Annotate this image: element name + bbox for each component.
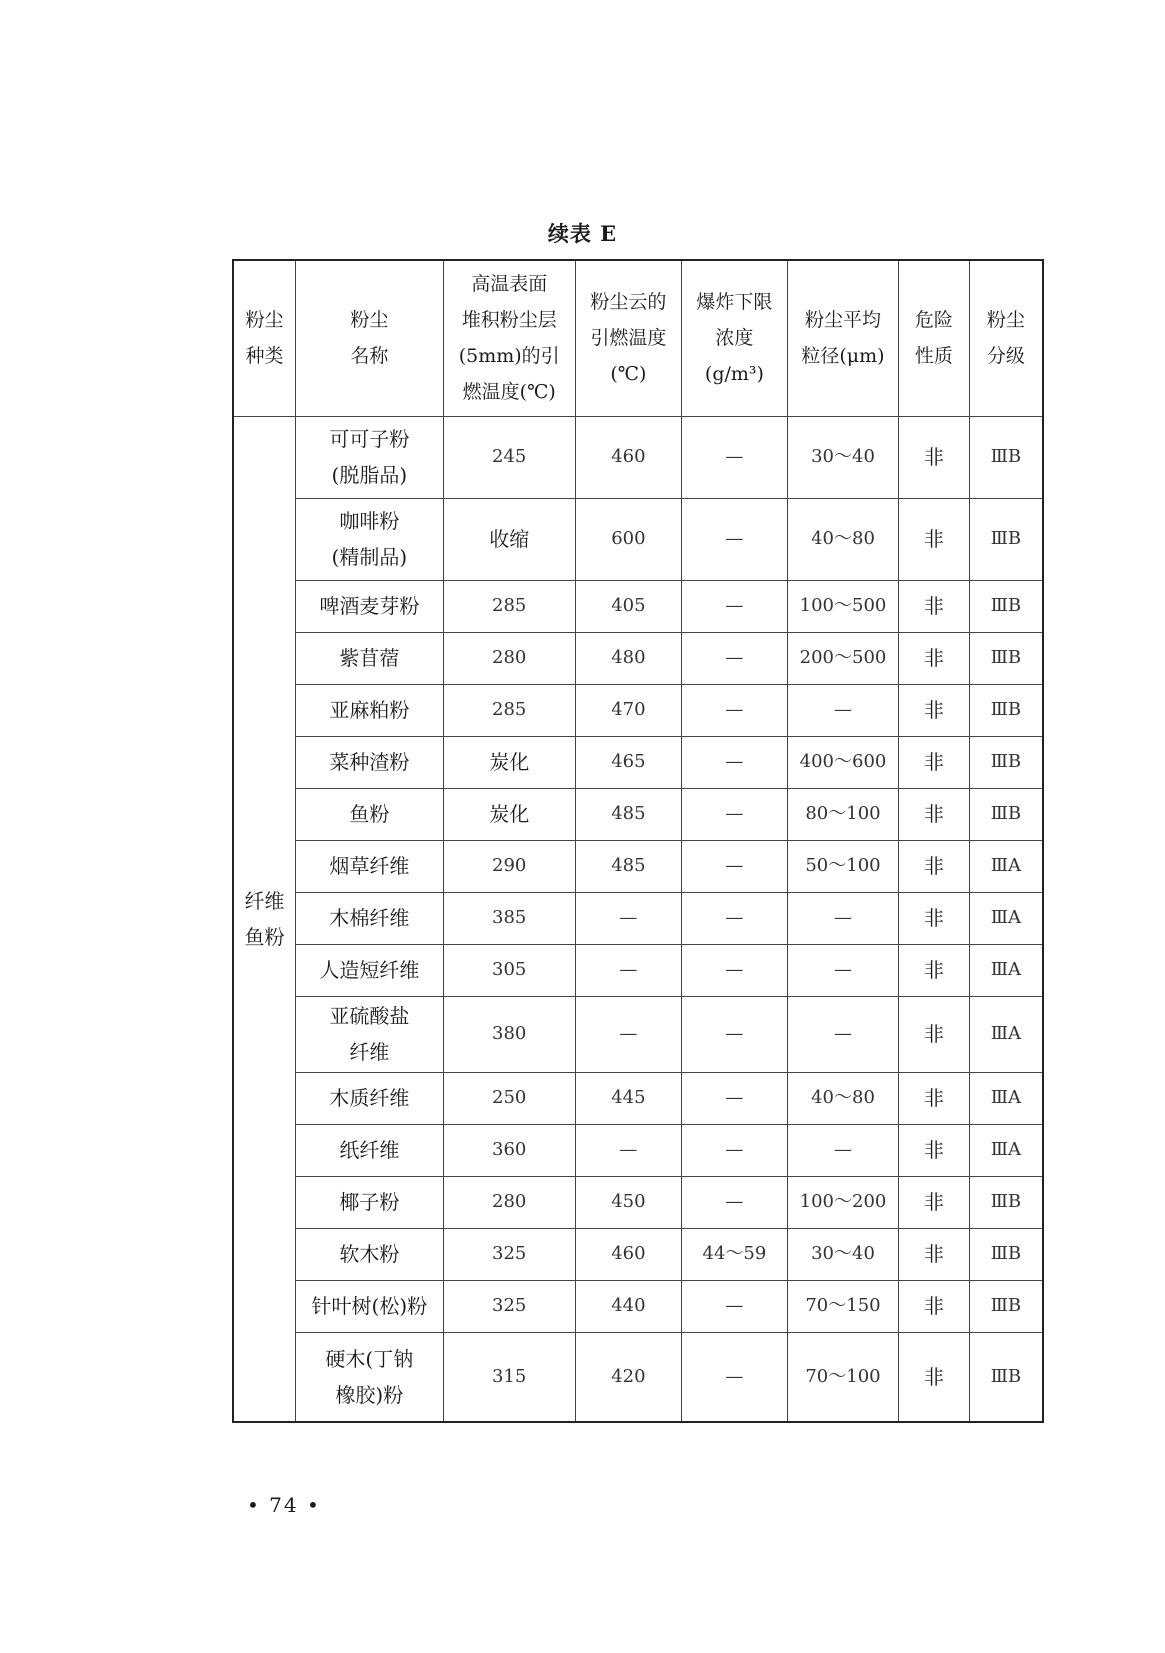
- dust-name-cell: 木质纤维: [296, 1072, 443, 1124]
- table-row: [233, 1072, 1043, 1124]
- grade-cell: ⅢB: [969, 736, 1043, 788]
- particle-size-cell: 100～500: [787, 580, 898, 632]
- hazard-cell: 非: [899, 1124, 970, 1176]
- lower-limit-cell: 44～59: [681, 1228, 787, 1280]
- cloud-ignition-cell: —: [575, 996, 681, 1072]
- lower-limit-cell: —: [681, 1176, 787, 1228]
- hazard-cell: 非: [899, 684, 970, 736]
- grade-cell: ⅢB: [969, 416, 1043, 498]
- category-cell: 纤维 鱼粉: [233, 416, 296, 1422]
- header-layer-ignition: 高温表面 堆积粉尘层 (5mm)的引 燃温度(℃): [443, 260, 575, 416]
- particle-size-cell: 70～150: [787, 1280, 898, 1332]
- dust-name-cell: 烟草纤维: [296, 840, 443, 892]
- lower-limit-cell: —: [681, 1332, 787, 1422]
- page-number: • 74 •: [247, 1493, 321, 1517]
- layer-ignition-cell: 245: [443, 416, 575, 498]
- layer-ignition-cell: 250: [443, 1072, 575, 1124]
- header-particle-size: 粉尘平均 粒径(μm): [787, 260, 898, 416]
- cloud-ignition-cell: 465: [575, 736, 681, 788]
- lower-limit-cell: —: [681, 1072, 787, 1124]
- lower-limit-cell: —: [681, 892, 787, 944]
- table-row: [233, 736, 1043, 788]
- table-body: [233, 416, 1043, 1422]
- table-row: [233, 944, 1043, 996]
- dust-name-cell: 纸纤维: [296, 1124, 443, 1176]
- layer-ignition-cell: 305: [443, 944, 575, 996]
- table-row: [233, 632, 1043, 684]
- cloud-ignition-cell: 445: [575, 1072, 681, 1124]
- hazard-cell: 非: [899, 498, 970, 580]
- dust-name-cell: 啤酒麦芽粉: [296, 580, 443, 632]
- hazard-cell: 非: [899, 1176, 970, 1228]
- particle-size-cell: 200～500: [787, 632, 898, 684]
- dust-name-cell: 椰子粉: [296, 1176, 443, 1228]
- table-row: [233, 996, 1043, 1072]
- grade-cell: ⅢA: [969, 892, 1043, 944]
- cloud-ignition-cell: —: [575, 892, 681, 944]
- particle-size-cell: 40～80: [787, 1072, 898, 1124]
- particle-size-cell: —: [787, 892, 898, 944]
- particle-size-cell: —: [787, 684, 898, 736]
- dust-name-cell: 菜种渣粉: [296, 736, 443, 788]
- cloud-ignition-cell: 420: [575, 1332, 681, 1422]
- dust-name-cell: 亚硫酸盐 纤维: [296, 996, 443, 1072]
- grade-cell: ⅢB: [969, 1228, 1043, 1280]
- lower-limit-cell: —: [681, 944, 787, 996]
- cloud-ignition-cell: —: [575, 1124, 681, 1176]
- layer-ignition-cell: 收缩: [443, 498, 575, 580]
- particle-size-cell: —: [787, 944, 898, 996]
- header-name: 粉尘 名称: [296, 260, 443, 416]
- header-category: 粉尘 种类: [233, 260, 296, 416]
- hazard-cell: 非: [899, 1280, 970, 1332]
- layer-ignition-cell: 285: [443, 580, 575, 632]
- layer-ignition-cell: 炭化: [443, 736, 575, 788]
- dust-properties-table: [232, 259, 1044, 1423]
- grade-cell: ⅢB: [969, 1280, 1043, 1332]
- particle-size-cell: 70～100: [787, 1332, 898, 1422]
- grade-cell: ⅢB: [969, 1332, 1043, 1422]
- header-hazard: 危险 性质: [899, 260, 970, 416]
- dust-name-cell: 硬木(丁钠 橡胶)粉: [296, 1332, 443, 1422]
- lower-limit-cell: —: [681, 498, 787, 580]
- hazard-cell: 非: [899, 944, 970, 996]
- hazard-cell: 非: [899, 788, 970, 840]
- layer-ignition-cell: 285: [443, 684, 575, 736]
- table-row: [233, 1124, 1043, 1176]
- table-row: [233, 1176, 1043, 1228]
- table-row: [233, 788, 1043, 840]
- particle-size-cell: —: [787, 1124, 898, 1176]
- table-row: [233, 892, 1043, 944]
- cloud-ignition-cell: 470: [575, 684, 681, 736]
- table-title: 续表 E: [547, 221, 618, 246]
- cloud-ignition-cell: 440: [575, 1280, 681, 1332]
- cloud-ignition-cell: 460: [575, 1228, 681, 1280]
- dust-name-cell: 人造短纤维: [296, 944, 443, 996]
- cloud-ignition-cell: 450: [575, 1176, 681, 1228]
- dust-name-cell: 针叶树(松)粉: [296, 1280, 443, 1332]
- header-lower-limit: 爆炸下限 浓度 (g/m³): [681, 260, 787, 416]
- layer-ignition-cell: 325: [443, 1228, 575, 1280]
- lower-limit-cell: —: [681, 416, 787, 498]
- table-row: [233, 840, 1043, 892]
- cloud-ignition-cell: —: [575, 944, 681, 996]
- lower-limit-cell: —: [681, 736, 787, 788]
- particle-size-cell: 100～200: [787, 1176, 898, 1228]
- lower-limit-cell: —: [681, 996, 787, 1072]
- grade-cell: ⅢA: [969, 1124, 1043, 1176]
- grade-cell: ⅢB: [969, 788, 1043, 840]
- lower-limit-cell: —: [681, 632, 787, 684]
- grade-cell: ⅢB: [969, 632, 1043, 684]
- lower-limit-cell: —: [681, 580, 787, 632]
- particle-size-cell: 50～100: [787, 840, 898, 892]
- grade-cell: ⅢB: [969, 580, 1043, 632]
- particle-size-cell: 30～40: [787, 416, 898, 498]
- particle-size-cell: 40～80: [787, 498, 898, 580]
- header-grade: 粉尘 分级: [969, 260, 1043, 416]
- dust-name-cell: 可可子粉 (脱脂品): [296, 416, 443, 498]
- hazard-cell: 非: [899, 892, 970, 944]
- lower-limit-cell: —: [681, 788, 787, 840]
- particle-size-cell: —: [787, 996, 898, 1072]
- hazard-cell: 非: [899, 1228, 970, 1280]
- table-row: [233, 416, 1043, 498]
- table-row: [233, 1228, 1043, 1280]
- hazard-cell: 非: [899, 1072, 970, 1124]
- layer-ignition-cell: 290: [443, 840, 575, 892]
- lower-limit-cell: —: [681, 684, 787, 736]
- lower-limit-cell: —: [681, 1124, 787, 1176]
- grade-cell: ⅢB: [969, 684, 1043, 736]
- lower-limit-cell: —: [681, 840, 787, 892]
- grade-cell: ⅢA: [969, 996, 1043, 1072]
- grade-cell: ⅢA: [969, 1072, 1043, 1124]
- layer-ignition-cell: 280: [443, 632, 575, 684]
- cloud-ignition-cell: 485: [575, 840, 681, 892]
- cloud-ignition-cell: 480: [575, 632, 681, 684]
- header-cloud-ignition: 粉尘云的 引燃温度 (℃): [575, 260, 681, 416]
- layer-ignition-cell: 360: [443, 1124, 575, 1176]
- layer-ignition-cell: 280: [443, 1176, 575, 1228]
- dust-name-cell: 木棉纤维: [296, 892, 443, 944]
- table-row: [233, 1332, 1043, 1422]
- hazard-cell: 非: [899, 1332, 970, 1422]
- layer-ignition-cell: 315: [443, 1332, 575, 1422]
- grade-cell: ⅢA: [969, 944, 1043, 996]
- table-row: [233, 498, 1043, 580]
- hazard-cell: 非: [899, 736, 970, 788]
- layer-ignition-cell: 385: [443, 892, 575, 944]
- cloud-ignition-cell: 460: [575, 416, 681, 498]
- cloud-ignition-cell: 600: [575, 498, 681, 580]
- grade-cell: ⅢA: [969, 840, 1043, 892]
- hazard-cell: 非: [899, 632, 970, 684]
- particle-size-cell: 400～600: [787, 736, 898, 788]
- dust-name-cell: 亚麻粕粉: [296, 684, 443, 736]
- dust-name-cell: 紫苜蓿: [296, 632, 443, 684]
- dust-name-cell: 咖啡粉 (精制品): [296, 498, 443, 580]
- hazard-cell: 非: [899, 840, 970, 892]
- table-row: [233, 580, 1043, 632]
- table-row: [233, 684, 1043, 736]
- cloud-ignition-cell: 405: [575, 580, 681, 632]
- hazard-cell: 非: [899, 580, 970, 632]
- dust-name-cell: 鱼粉: [296, 788, 443, 840]
- table-row: [233, 1280, 1043, 1332]
- grade-cell: ⅢB: [969, 1176, 1043, 1228]
- layer-ignition-cell: 380: [443, 996, 575, 1072]
- particle-size-cell: 80～100: [787, 788, 898, 840]
- hazard-cell: 非: [899, 996, 970, 1072]
- particle-size-cell: 30～40: [787, 1228, 898, 1280]
- layer-ignition-cell: 325: [443, 1280, 575, 1332]
- cloud-ignition-cell: 485: [575, 788, 681, 840]
- header-row: [233, 260, 1043, 416]
- layer-ignition-cell: 炭化: [443, 788, 575, 840]
- dust-name-cell: 软木粉: [296, 1228, 443, 1280]
- lower-limit-cell: —: [681, 1280, 787, 1332]
- grade-cell: ⅢB: [969, 498, 1043, 580]
- hazard-cell: 非: [899, 416, 970, 498]
